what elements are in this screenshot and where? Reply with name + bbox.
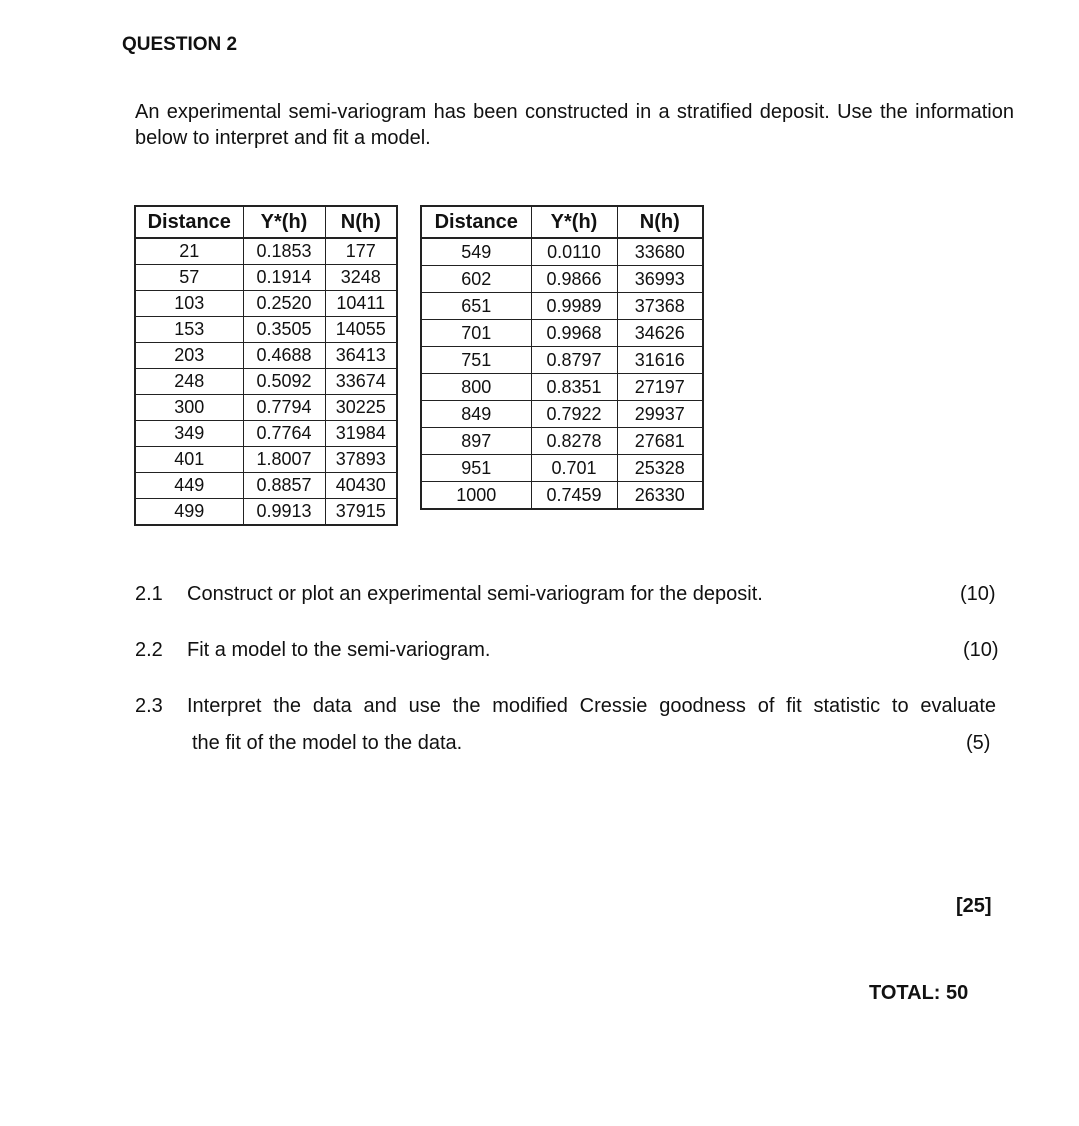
cell-pairs: 3248 bbox=[325, 265, 397, 291]
question-number: 2.3 bbox=[135, 695, 163, 717]
cell-gamma: 0.701 bbox=[531, 455, 617, 482]
question-marks: (10) bbox=[960, 583, 996, 605]
paper-total: TOTAL: 50 bbox=[869, 982, 969, 1004]
cell-pairs: 10411 bbox=[325, 291, 397, 317]
table-row bbox=[421, 428, 703, 455]
cell-distance: 1000 bbox=[421, 482, 531, 510]
cell-pairs: 29937 bbox=[617, 401, 703, 428]
cell-distance: 300 bbox=[135, 395, 243, 421]
cell-gamma: 0.1853 bbox=[243, 238, 325, 265]
cell-pairs: 36413 bbox=[325, 343, 397, 369]
table-row bbox=[135, 238, 397, 265]
cell-distance: 849 bbox=[421, 401, 531, 428]
cell-pairs: 37915 bbox=[325, 499, 397, 526]
question-heading: QUESTION 2 bbox=[122, 34, 238, 55]
cell-gamma: 0.9968 bbox=[531, 320, 617, 347]
table-row bbox=[135, 291, 397, 317]
cell-pairs: 26330 bbox=[617, 482, 703, 510]
table-row bbox=[135, 473, 397, 499]
cell-pairs: 33680 bbox=[617, 238, 703, 266]
table-row bbox=[421, 401, 703, 428]
cell-distance: 651 bbox=[421, 293, 531, 320]
cell-gamma: 0.4688 bbox=[243, 343, 325, 369]
cell-pairs: 37893 bbox=[325, 447, 397, 473]
cell-gamma: 0.1914 bbox=[243, 265, 325, 291]
cell-distance: 153 bbox=[135, 317, 243, 343]
table-row bbox=[421, 455, 703, 482]
cell-gamma: 0.9913 bbox=[243, 499, 325, 526]
cell-distance: 57 bbox=[135, 265, 243, 291]
cell-pairs: 34626 bbox=[617, 320, 703, 347]
cell-distance: 103 bbox=[135, 291, 243, 317]
cell-distance: 21 bbox=[135, 238, 243, 265]
question-text: Interpret the data and use the modified Cressie goodness of fit statistic to evaluate bbox=[187, 695, 996, 717]
cell-distance: 549 bbox=[421, 238, 531, 266]
question-text: Construct or plot an experimental semi-variogram for the deposit. bbox=[187, 583, 763, 605]
table-row bbox=[421, 482, 703, 510]
cell-gamma: 0.7794 bbox=[243, 395, 325, 421]
table-row bbox=[421, 293, 703, 320]
cell-gamma: 0.8797 bbox=[531, 347, 617, 374]
cell-distance: 449 bbox=[135, 473, 243, 499]
cell-pairs: 36993 bbox=[617, 266, 703, 293]
cell-distance: 401 bbox=[135, 447, 243, 473]
question-text-continued: the fit of the model to the data. bbox=[192, 732, 463, 754]
table-row bbox=[135, 265, 397, 291]
cell-pairs: 27681 bbox=[617, 428, 703, 455]
cell-pairs: 25328 bbox=[617, 455, 703, 482]
table-row bbox=[135, 421, 397, 447]
table-row bbox=[421, 320, 703, 347]
cell-gamma: 0.7922 bbox=[531, 401, 617, 428]
question-total-marks: [25] bbox=[956, 895, 992, 917]
cell-distance: 602 bbox=[421, 266, 531, 293]
cell-gamma: 0.9866 bbox=[531, 266, 617, 293]
table-row bbox=[135, 447, 397, 473]
table-row bbox=[135, 317, 397, 343]
table-row bbox=[421, 347, 703, 374]
header-pairs: N(h) bbox=[325, 206, 397, 238]
cell-distance: 701 bbox=[421, 320, 531, 347]
table-header-row bbox=[421, 206, 703, 238]
cell-gamma: 0.9989 bbox=[531, 293, 617, 320]
cell-pairs: 31616 bbox=[617, 347, 703, 374]
question-number: 2.2 bbox=[135, 639, 163, 661]
table-header-row bbox=[135, 206, 397, 238]
cell-gamma: 0.8351 bbox=[531, 374, 617, 401]
header-gamma: Y*(h) bbox=[243, 206, 325, 238]
header-distance: Distance bbox=[421, 206, 531, 238]
cell-distance: 800 bbox=[421, 374, 531, 401]
cell-pairs: 40430 bbox=[325, 473, 397, 499]
cell-distance: 203 bbox=[135, 343, 243, 369]
cell-pairs: 27197 bbox=[617, 374, 703, 401]
data-table-left bbox=[134, 205, 398, 526]
cell-gamma: 0.7764 bbox=[243, 421, 325, 447]
question-number: 2.1 bbox=[135, 583, 163, 605]
question-marks: (10) bbox=[963, 639, 999, 661]
cell-gamma: 0.5092 bbox=[243, 369, 325, 395]
cell-pairs: 33674 bbox=[325, 369, 397, 395]
table-row bbox=[135, 369, 397, 395]
header-gamma: Y*(h) bbox=[531, 206, 617, 238]
header-distance: Distance bbox=[135, 206, 243, 238]
cell-distance: 349 bbox=[135, 421, 243, 447]
cell-pairs: 14055 bbox=[325, 317, 397, 343]
cell-distance: 751 bbox=[421, 347, 531, 374]
table-row bbox=[135, 499, 397, 526]
cell-distance: 897 bbox=[421, 428, 531, 455]
table-row bbox=[421, 238, 703, 266]
cell-gamma: 0.8857 bbox=[243, 473, 325, 499]
cell-pairs: 37368 bbox=[617, 293, 703, 320]
header-pairs: N(h) bbox=[617, 206, 703, 238]
cell-gamma: 0.8278 bbox=[531, 428, 617, 455]
table-row bbox=[135, 343, 397, 369]
cell-gamma: 0.0110 bbox=[531, 238, 617, 266]
cell-gamma: 1.8007 bbox=[243, 447, 325, 473]
cell-gamma: 0.7459 bbox=[531, 482, 617, 510]
table-row bbox=[421, 374, 703, 401]
cell-pairs: 30225 bbox=[325, 395, 397, 421]
cell-gamma: 0.3505 bbox=[243, 317, 325, 343]
intro-paragraph: An experimental semi-variogram has been constructed in a stratified deposit. Use the information below to interpret and fit a model. bbox=[135, 101, 1014, 149]
question-text: Fit a model to the semi-variogram. bbox=[187, 639, 491, 661]
cell-gamma: 0.2520 bbox=[243, 291, 325, 317]
table-row bbox=[421, 266, 703, 293]
cell-pairs: 31984 bbox=[325, 421, 397, 447]
table-row bbox=[135, 395, 397, 421]
cell-pairs: 177 bbox=[325, 238, 397, 265]
question-marks: (5) bbox=[966, 732, 991, 754]
cell-distance: 499 bbox=[135, 499, 243, 526]
cell-distance: 248 bbox=[135, 369, 243, 395]
cell-distance: 951 bbox=[421, 455, 531, 482]
data-table-right bbox=[420, 205, 704, 510]
